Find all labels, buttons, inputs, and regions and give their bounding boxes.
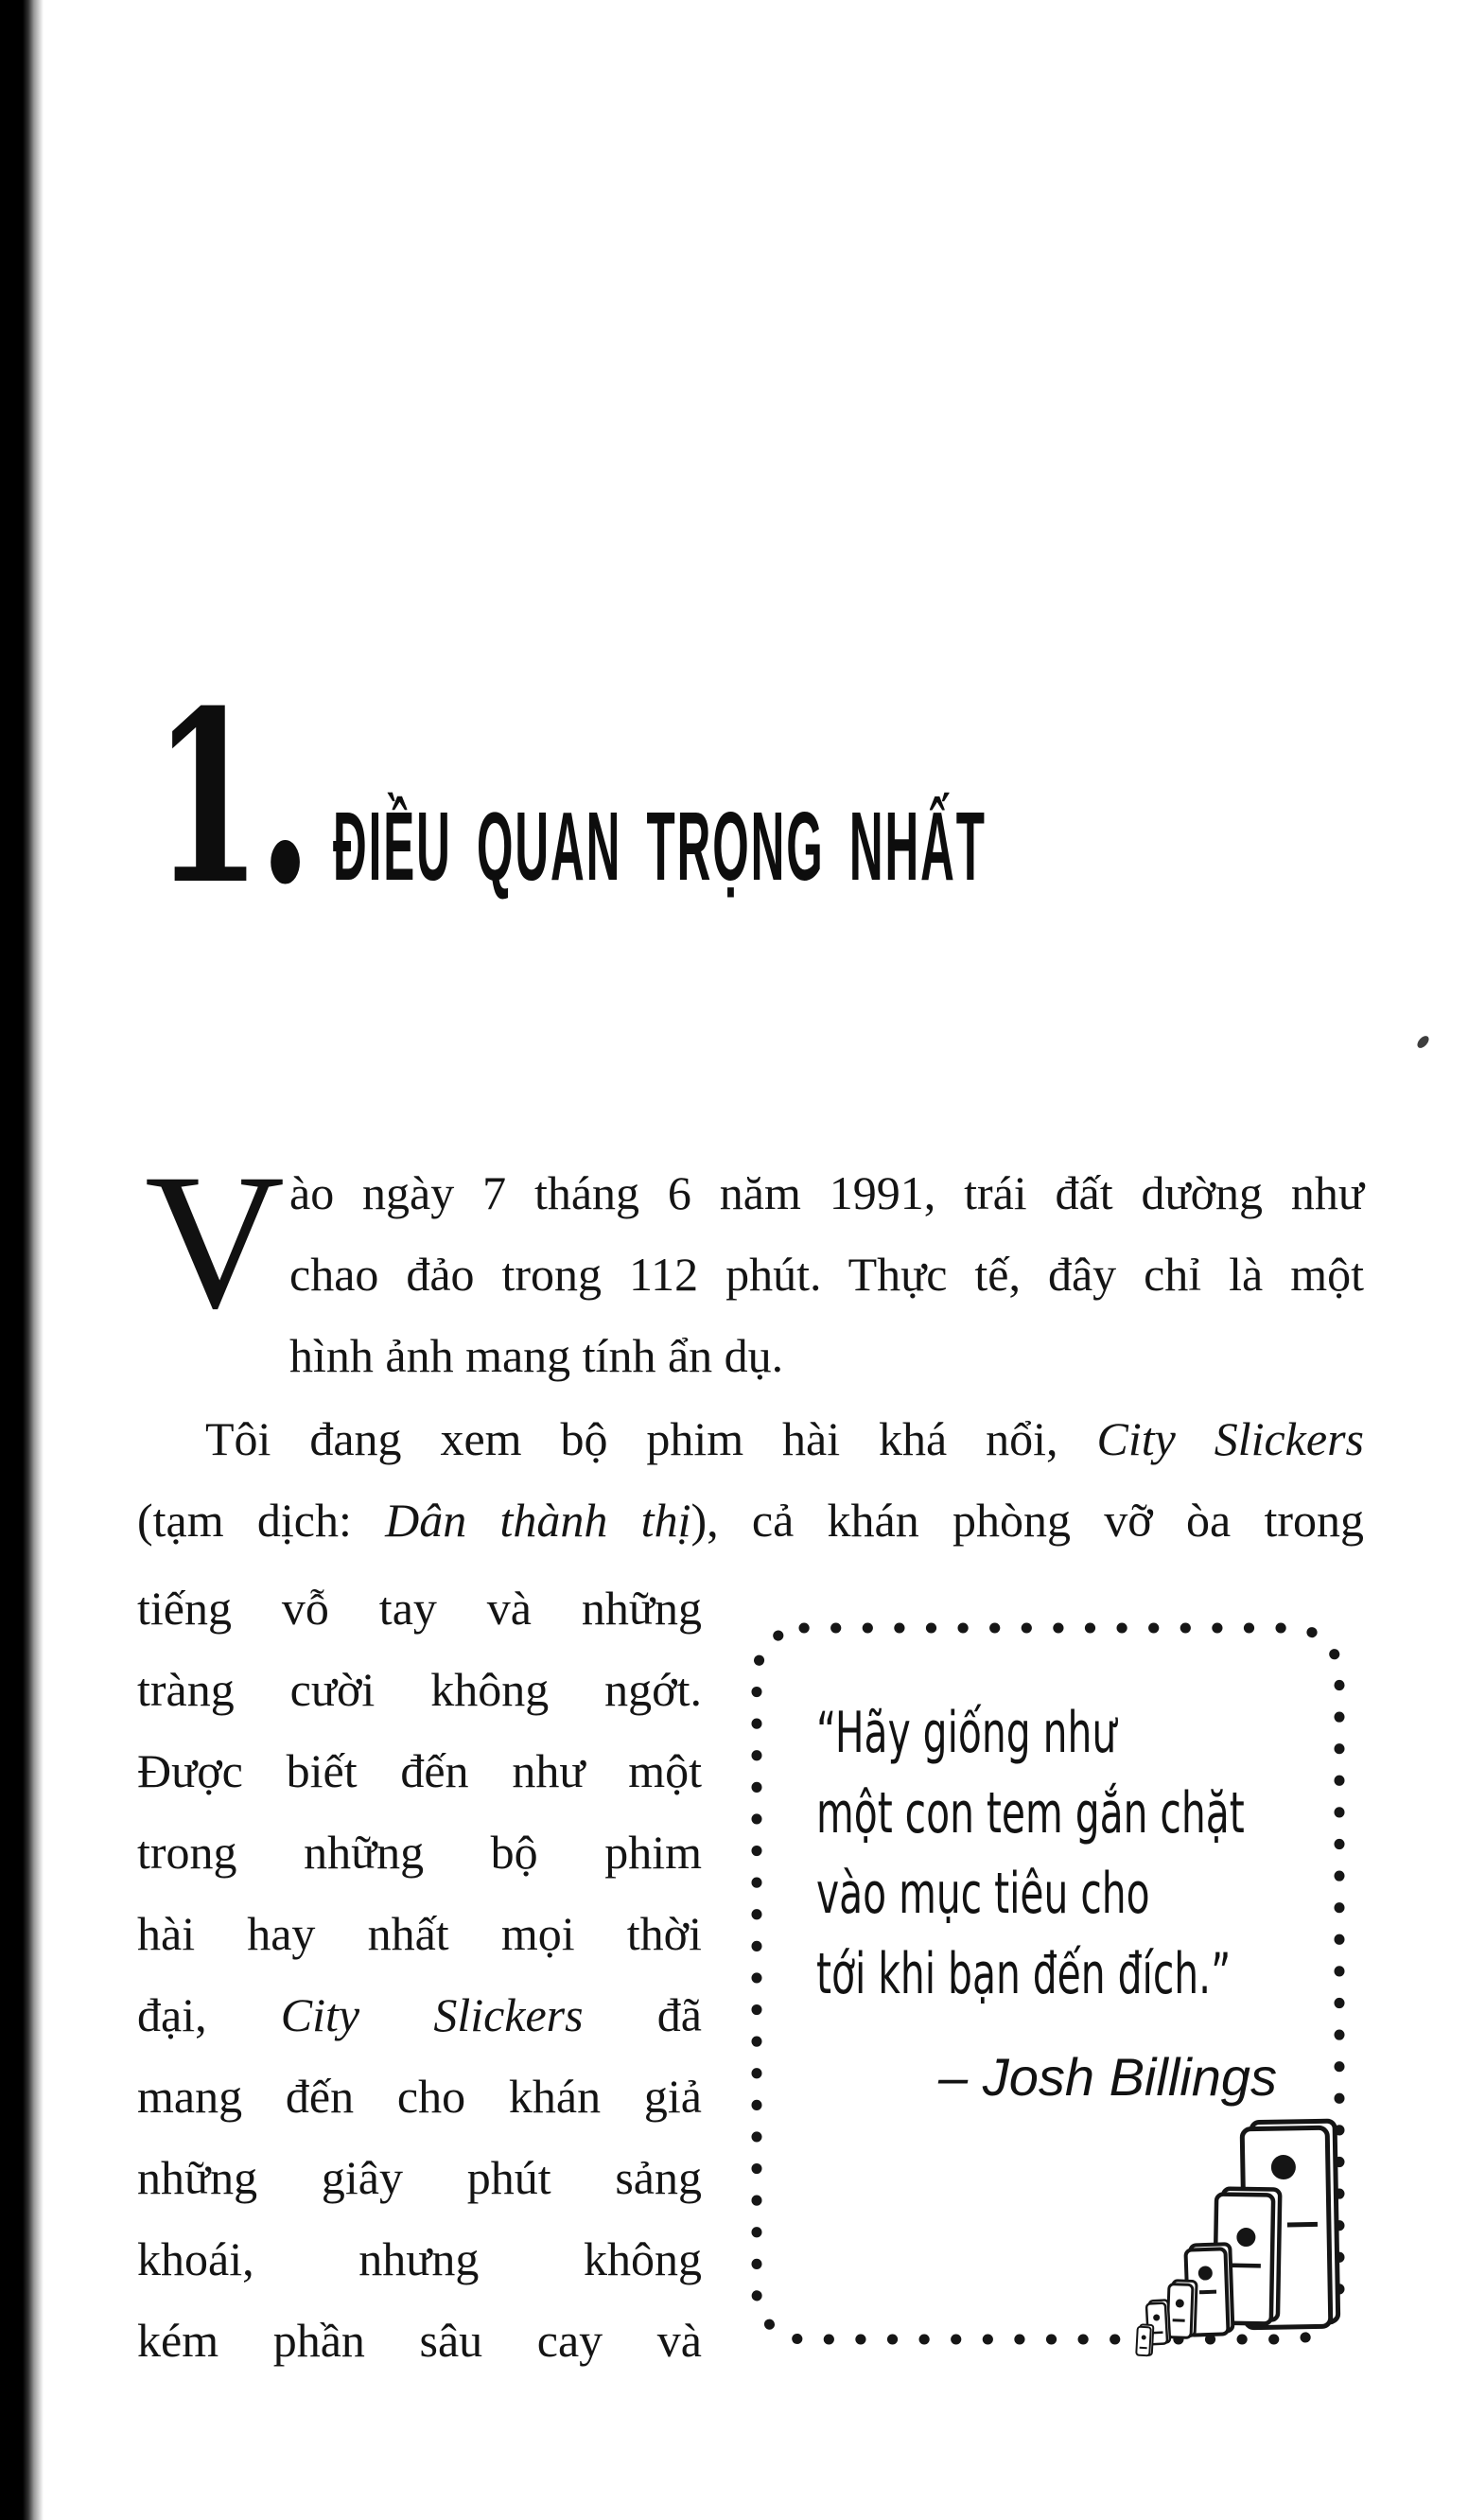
text-line: hình ảnh mang tính ẩn dụ. [289,1329,784,1382]
text-line: Được biết đến như một [137,1744,702,1797]
text-line: mang đến cho khán giả [137,2070,702,2123]
text-line: hài hay nhất mọi thời [137,1907,702,1960]
paragraph-wrapped-column [137,1567,702,2381]
paragraph-opening [137,1134,1364,1396]
text-line: trong những bộ phim [137,1826,702,1879]
scan-artifact-speck [1415,1034,1431,1050]
text-line: (tạm dịch: Dân thành thị), cả khán phòng vỡ òa trong [137,1494,1364,1547]
chapter-number: 1. [153,658,309,936]
text-line: chao đảo trong 112 phút. Thực tế, đây chỉ là một [289,1248,1364,1301]
dominoes-illustration-icon [1116,2108,1362,2372]
quote-attribution: – Josh Billings [938,2047,1277,2107]
quote-line: vào mục tiêu cho [816,1861,1150,1927]
text-line: ào ngày 7 tháng 6 năm 1991, trái đất dường như [289,1166,1364,1219]
chapter-title: ĐIỀU QUAN TRỌNG NHẤT [333,792,987,901]
paragraph-second [137,1398,1364,1561]
quote-line: “Hãy giống như [816,1700,1117,1766]
text-line: tiếng vỗ tay và những [137,1582,702,1635]
text-line: những giây phút sảng [137,2151,702,2204]
text-line: tràng cười không ngớt. [137,1663,702,1716]
quote-line: một con tem gắn chặt [816,1780,1245,1846]
text-line: kém phần sâu cay và [137,2314,702,2367]
text-line: Tôi đang xem bộ phim hài khá nổi, City Slickers [205,1412,1364,1465]
book-spine-shadow [0,0,44,2520]
text-line: khoái, nhưng không [137,2232,702,2285]
text-line: đại, City Slickers đã [137,1988,702,2041]
drop-cap: V [145,1134,286,1349]
quote-text [816,1693,1395,2015]
quote-line: tới khi bạn đến đích.” [816,1941,1232,2007]
